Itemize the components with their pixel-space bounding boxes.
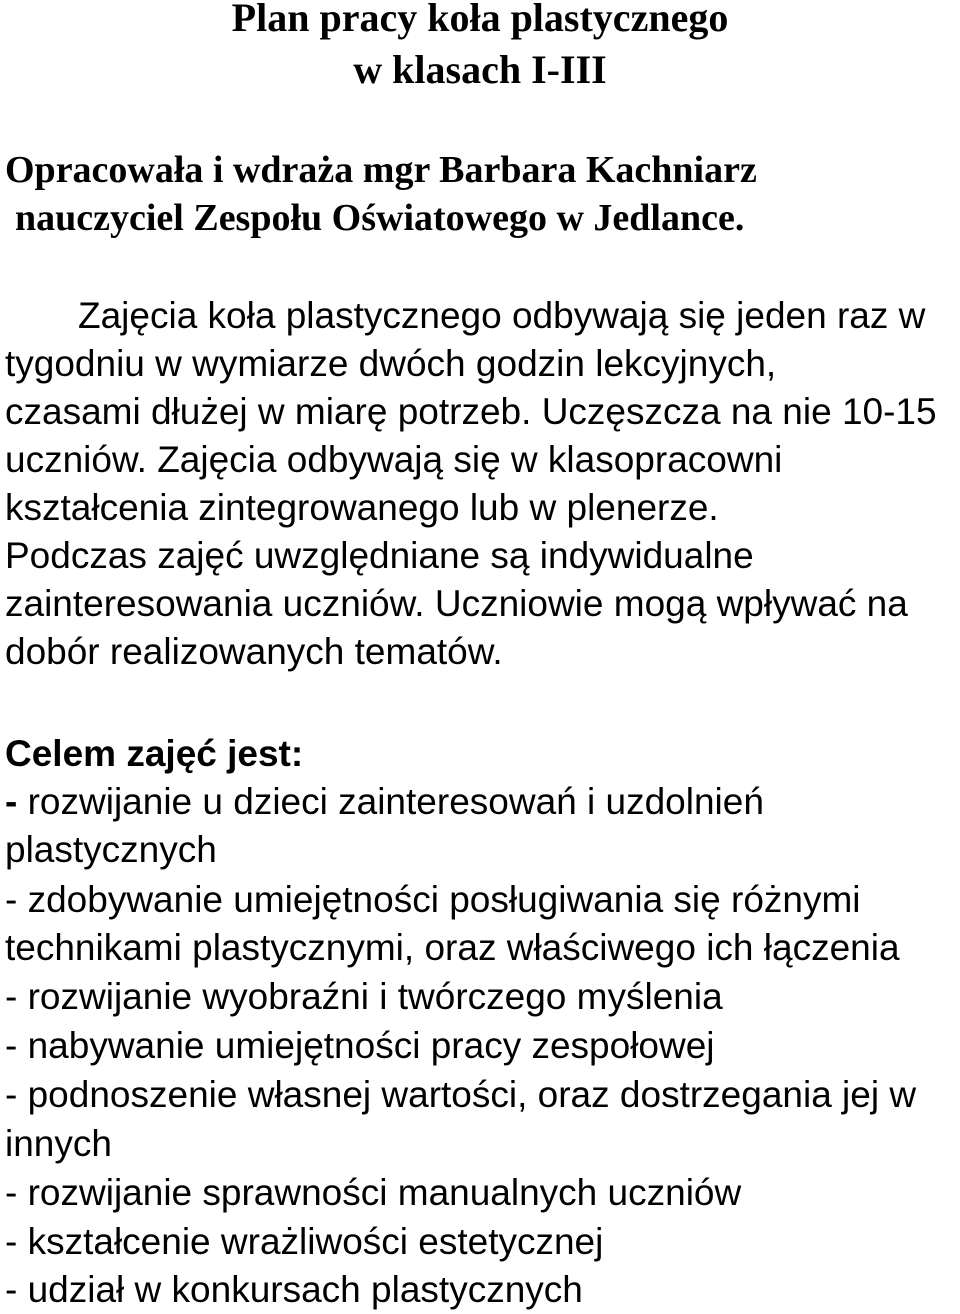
description-line: tygodniu w wymiarze dwóch godzin lekcyjnych, bbox=[5, 343, 777, 384]
author-line-2: nauczyciel Zespołu Oświatowego w Jedlance. bbox=[15, 197, 745, 239]
goal-item: - udział w konkursach plastycznych bbox=[5, 1269, 583, 1310]
goal-item: - nabywanie umiejętności pracy zespołowej bbox=[5, 1025, 715, 1066]
goals-heading: Celem zajęć jest: bbox=[5, 733, 304, 774]
title-line-2: w klasach I-III bbox=[353, 47, 607, 92]
goal-item: - podnoszenie własnej wartości, oraz dostrzegania jej w bbox=[5, 1074, 917, 1115]
description-line: dobór realizowanych tematów. bbox=[5, 631, 503, 672]
goal-item: - rozwijanie wyobraźni i twórczego myślenia bbox=[5, 976, 723, 1017]
title-line-1: Plan pracy koła plastycznego bbox=[231, 0, 729, 40]
description-line: Zajęcia koła plastycznego odbywają się jeden raz w bbox=[78, 295, 926, 336]
goal-dash: - bbox=[5, 781, 18, 822]
goal-item bbox=[5, 778, 764, 826]
goal-item: - rozwijanie sprawności manualnych uczniów bbox=[5, 1172, 742, 1213]
author-line-1: Opracowała i wdraża mgr Barbara Kachniarz bbox=[5, 149, 757, 191]
goal-item-continuation: plastycznych bbox=[5, 829, 217, 870]
description-line: czasami dłużej w miarę potrzeb. Uczęszcza na nie 10-15 bbox=[5, 391, 937, 432]
goal-item: - zdobywanie umiejętności posługiwania się różnymi bbox=[5, 879, 861, 920]
description-line: uczniów. Zajęcia odbywają się w klasopracowni bbox=[5, 439, 783, 480]
goal-item-continuation: innych bbox=[5, 1123, 112, 1164]
goal-item: - kształcenie wrażliwości estetycznej bbox=[5, 1221, 604, 1262]
goal-item-continuation: technikami plastycznymi, oraz właściwego ich łączenia bbox=[5, 927, 900, 968]
description-line: Podczas zajęć uwzględniane są indywidualne bbox=[5, 535, 754, 576]
goal-item-text: rozwijanie u dzieci zainteresowań i uzdolnień bbox=[17, 781, 764, 822]
description-line: zainteresowania uczniów. Uczniowie mogą wpływać na bbox=[5, 583, 908, 624]
description-line: kształcenia zintegrowanego lub w plenerze. bbox=[5, 487, 719, 528]
